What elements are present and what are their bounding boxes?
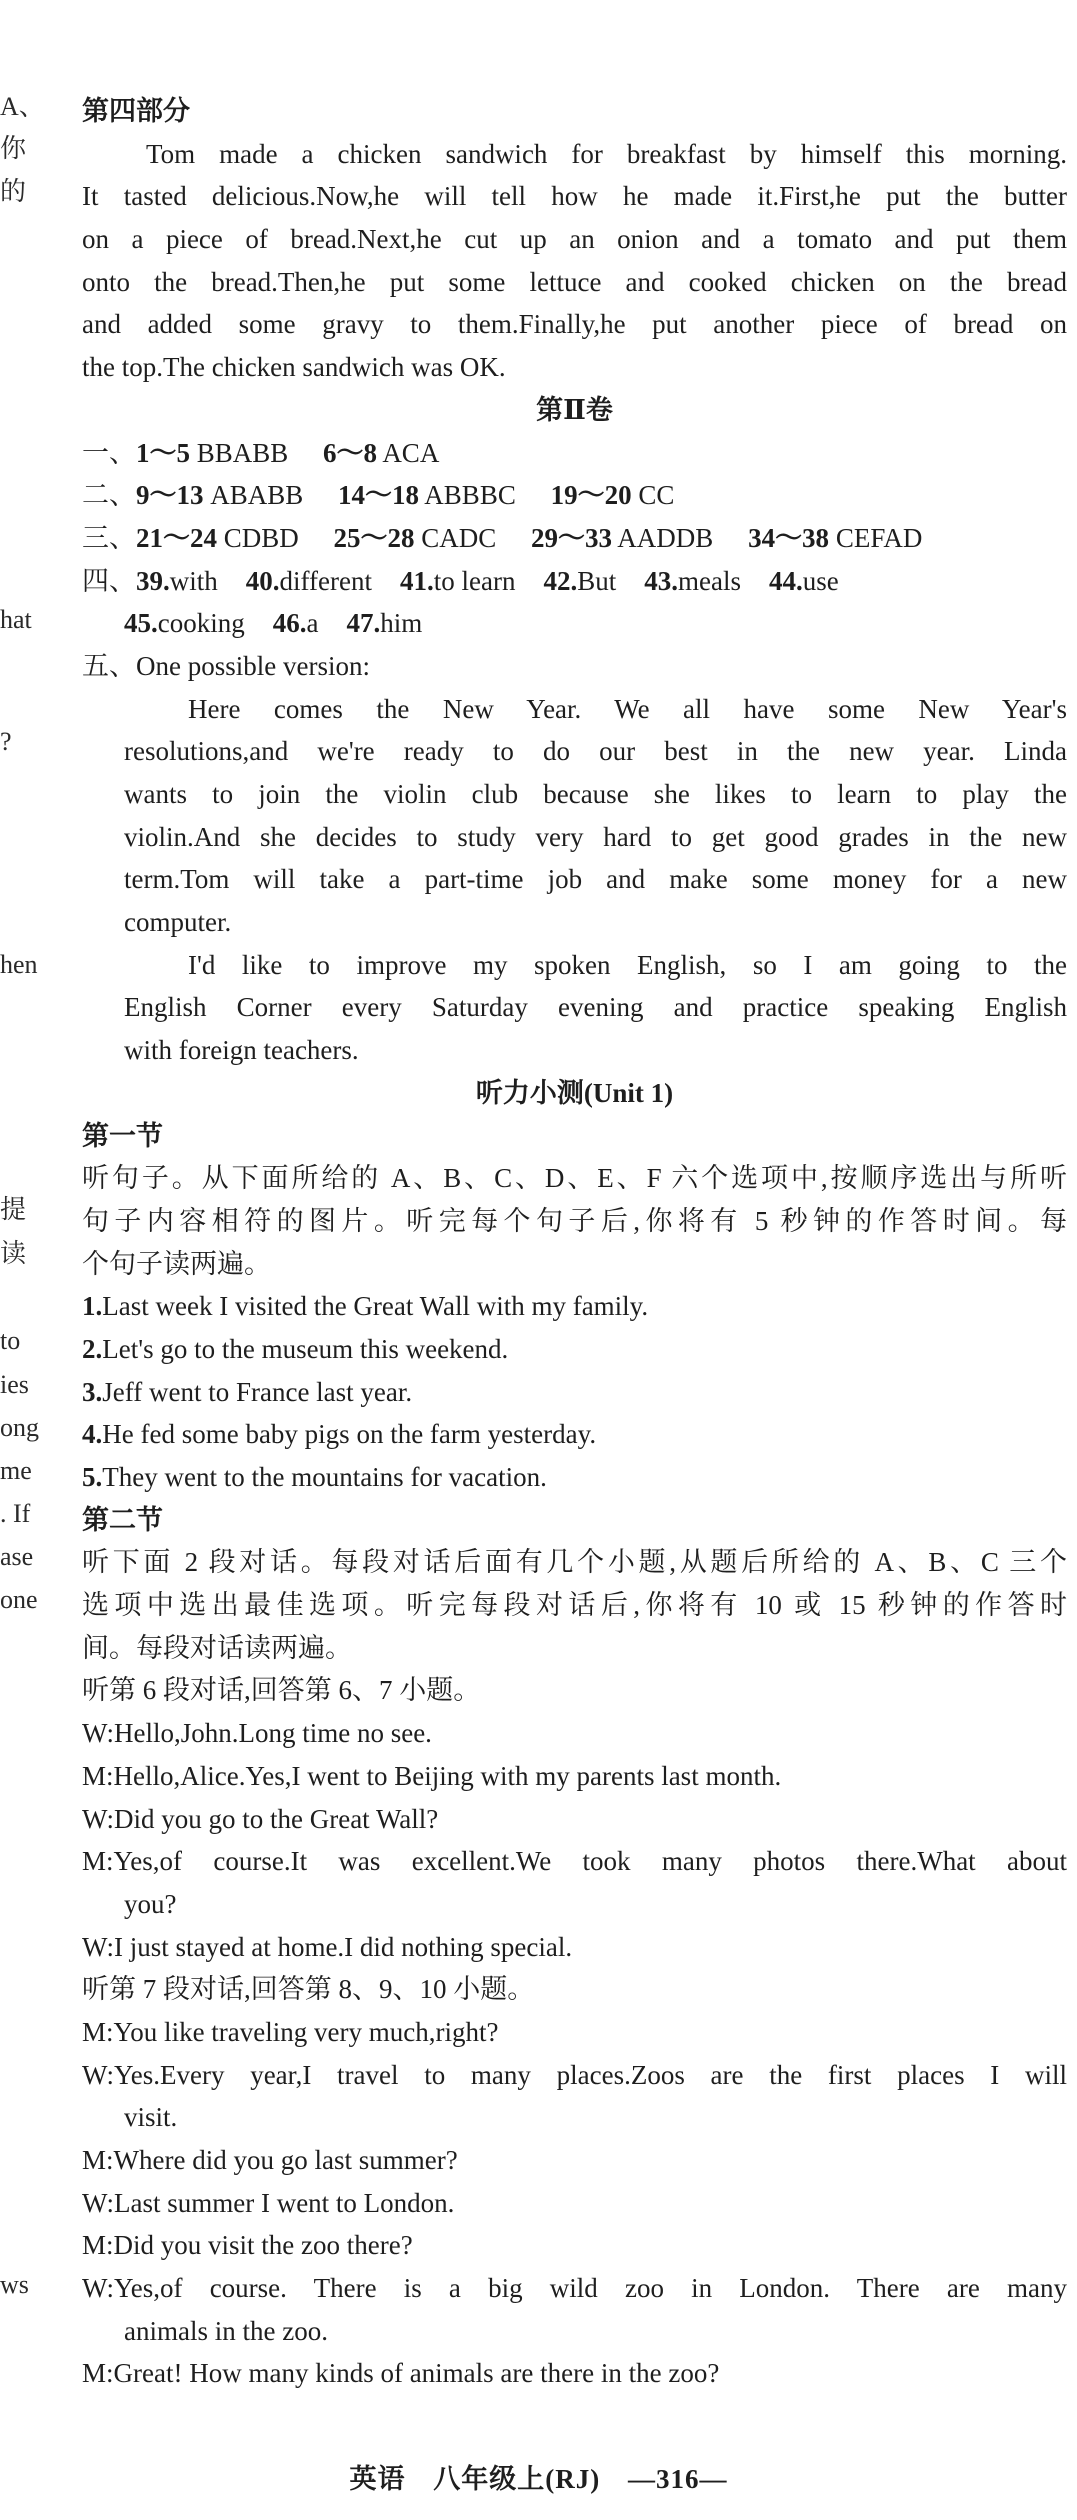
speaker-label: W:: [82, 2059, 114, 2090]
speaker-label: W:: [82, 2187, 114, 2218]
dialog-text: Great! How many kinds of animals are there in the zoo?: [113, 2358, 720, 2389]
dialog-line: [82, 1840, 1067, 1883]
dialog-line: [82, 2011, 1067, 2054]
volume2-heading: 第Ⅱ卷: [536, 394, 613, 425]
writing-body: [82, 688, 1067, 1072]
sentence-item: [82, 1285, 1067, 1328]
answer-range: 29～33: [531, 522, 613, 553]
margin-fragment: 的: [0, 177, 27, 206]
writing-line: Here comes the New Year. We all have some New Year's: [188, 693, 1067, 724]
dialog-text: visit.: [124, 2102, 178, 2133]
answer-num: 39.: [136, 565, 170, 596]
answer-value: CDBD: [223, 522, 299, 553]
margin-fragment: ase: [0, 1542, 34, 1571]
writing-line: wants to join the violin club because she likes to learn to play the: [124, 779, 1067, 809]
answer-row-4: [82, 560, 1067, 603]
dialog-text: animals in the zoo.: [124, 2315, 328, 2346]
instruction-line: 选项中选出最佳选项。听完每段对话后,你将有 10 或 15 秒钟的作答时: [82, 1590, 1067, 1621]
margin-fragment: A、: [0, 92, 45, 121]
answer-value: CADC: [421, 522, 497, 553]
sentence-item: [82, 1328, 1067, 1371]
speaker-label: W:: [82, 2273, 114, 2304]
section2-heading: 第二节: [82, 1504, 163, 1535]
answer-range: 1～5: [136, 437, 190, 468]
dialog-6: [82, 1712, 1067, 1968]
margin-fragment: . If: [0, 1499, 31, 1528]
speaker-label: W:: [82, 1931, 114, 1962]
margin-fragment: hen: [0, 950, 38, 979]
part4-line: and added some gravy to them.Finally,he put another piece of bread on: [82, 309, 1067, 340]
instruction-line: 个句子读两遍。: [82, 1248, 271, 1279]
answer-num: 47.: [346, 608, 381, 639]
part4-line: onto the bread.Then,he put some lettuce and cooked chicken on the bread: [82, 266, 1067, 297]
answer-num: 41.: [399, 565, 434, 596]
writing-line: I'd like to improve my spoken English, so I am going to the: [188, 949, 1067, 980]
sentence-num: 4.: [82, 1419, 103, 1450]
dialog-text: Where did you go last summer?: [113, 2145, 458, 2175]
part4-line: on a piece of bread.Next,he cut up an onion and a tomato and put them: [82, 224, 1067, 255]
margin-fragment: to: [0, 1326, 21, 1355]
writing-prefix: 五、One possible version:: [82, 650, 370, 681]
speaker-label: M:: [82, 1846, 114, 1877]
answer-row-2: [82, 474, 1067, 517]
page-number: —316—: [627, 2464, 728, 2494]
margin-fragment: 读: [0, 1239, 27, 1268]
dialog-intro: 听第 6 段对话,回答第 6、7 小题。: [82, 1675, 481, 1706]
answer-word: But: [577, 565, 617, 596]
speaker-label: W:: [82, 1803, 114, 1834]
answer-value: AADDB: [617, 522, 714, 553]
sentence-num: 1.: [82, 1291, 103, 1322]
sentence-num: 5.: [82, 1462, 103, 1492]
dialog-text: Yes.Every year,I travel to many places.Zoos are the first places I will: [113, 2059, 1067, 2090]
instruction-line: 句子内容相符的图片。听完每个句子后,你将有 5 秒钟的作答时间。每: [82, 1205, 1067, 1236]
answer-range: 21～24: [136, 522, 217, 553]
answer-row-5: [82, 602, 1067, 645]
dialog-text: Last summer I went to London.: [113, 2187, 455, 2218]
answer-value: ABBBC: [424, 480, 516, 511]
answer-word: with: [169, 565, 218, 596]
margin-fragment: hat: [0, 605, 32, 634]
answer-range: 34～38: [748, 522, 830, 553]
left-margin-fragments: [0, 0, 45, 2520]
footer-subject: 英语: [349, 2464, 406, 2494]
dialog-line: [82, 1755, 1067, 1798]
part4-heading: 第四部分: [82, 96, 190, 126]
answer-value: ACA: [382, 437, 440, 468]
sentence-text: He fed some baby pigs on the farm yesterday.: [102, 1419, 597, 1450]
margin-fragment: ong: [0, 1413, 39, 1442]
writing-line: violin.And she decides to study very hard to get good grades in the new: [124, 821, 1067, 852]
answer-word: a: [306, 608, 319, 639]
margin-fragment: 你: [0, 134, 27, 163]
dialog-text: you?: [124, 1888, 177, 1919]
sentence-text: They went to the mountains for vacation.: [102, 1462, 547, 1492]
dialog-line: [82, 2096, 1067, 2139]
dialog-text: Yes,of course.It was excellent.We took many photos there.What about: [113, 1846, 1067, 1877]
sentence-text: Let's go to the museum this weekend.: [102, 1333, 509, 1364]
answer-num: 45.: [124, 608, 158, 639]
dialog-line: [82, 2182, 1067, 2225]
writing-line: with foreign teachers.: [124, 1035, 359, 1066]
answer-range: 9～13: [136, 480, 204, 511]
dialog-line: [82, 1798, 1067, 1841]
page-footer: [0, 2457, 1077, 2496]
speaker-label: M:: [82, 2016, 114, 2047]
answer-word: meals: [677, 565, 741, 596]
section1-heading: 第一节: [82, 1120, 163, 1151]
answer-word: use: [802, 565, 839, 596]
answer-value: CC: [638, 480, 675, 511]
sentence-item: [82, 1413, 1067, 1456]
margin-fragment: me: [0, 1456, 32, 1485]
speaker-label: M:: [82, 2145, 114, 2175]
speaker-label: W:: [82, 1718, 114, 1749]
answer-range: 19～20: [550, 480, 632, 511]
answer-row-1: [82, 432, 1067, 475]
writing-line: computer.: [124, 907, 232, 938]
dialog-7: [82, 2011, 1067, 2395]
dialog-text: Hello,John.Long time no see.: [113, 1718, 432, 1749]
writing-line: resolutions,and we're ready to do our best in the new year. Linda: [124, 736, 1067, 767]
page-content: [82, 90, 1067, 2395]
instruction-line: 听句子。从下面所给的 A、B、C、D、E、F 六个选项中,按顺序选出与所听: [82, 1163, 1067, 1194]
margin-fragment: ?: [0, 727, 12, 756]
answer-value: BBABB: [196, 437, 289, 468]
margin-fragment: one: [0, 1585, 38, 1614]
answer-word: to learn: [433, 565, 516, 596]
part4-line: It tasted delicious.Now,he will tell how he made it.First,he put the butter: [82, 181, 1067, 212]
speaker-label: M:: [82, 2230, 114, 2261]
part4-line: Tom made a chicken sandwich for breakfast by himself this morning.: [146, 138, 1067, 169]
speaker-label: M:: [82, 1760, 114, 1791]
answer-word: different: [279, 565, 372, 596]
dialog-line: [82, 2310, 1067, 2353]
margin-fragment: ws: [0, 2270, 29, 2299]
answer-value: ABABB: [210, 480, 304, 511]
dialog-text: Did you visit the zoo there?: [113, 2230, 413, 2261]
dialog-intro: 听第 7 段对话,回答第 8、9、10 小题。: [82, 1974, 535, 2005]
sentence-item: [82, 1456, 1067, 1499]
margin-fragment: ies: [0, 1370, 29, 1399]
sentence-text: Last week I visited the Great Wall with my family.: [102, 1291, 649, 1322]
dialog-line: [82, 1883, 1067, 1926]
dialog-line: [82, 1926, 1067, 1969]
answer-num: 46.: [272, 608, 307, 639]
instruction-line: 听下面 2 段对话。每段对话后面有几个小题,从题后所给的 A、B、C 三个: [82, 1547, 1067, 1578]
dialog-line: [82, 2139, 1067, 2182]
dialog-line: [82, 2267, 1067, 2310]
answer-prefix: 一、: [82, 437, 136, 468]
instruction-line: 间。每段对话读两遍。: [82, 1632, 352, 1663]
dialog-line: [82, 2352, 1067, 2395]
answer-num: 40.: [245, 565, 280, 596]
answer-range: 25～28: [333, 522, 415, 553]
answer-num: 44.: [768, 565, 803, 596]
listening-title: 听力小测(Unit 1): [475, 1077, 674, 1108]
answer-prefix: 四、: [82, 565, 136, 596]
answer-num: 42.: [543, 565, 578, 596]
answer-prefix: 三、: [82, 522, 136, 553]
margin-fragment: 提: [0, 1195, 27, 1224]
dialog-line: [82, 2054, 1067, 2097]
dialog-text: Did you go to the Great Wall?: [113, 1803, 439, 1834]
dialog-line: [82, 1712, 1067, 1755]
writing-line: term.Tom will take a part-time job and make some money for a new: [124, 864, 1067, 895]
dialog-text: Hello,Alice.Yes,I went to Beijing with my parents last month.: [113, 1760, 782, 1791]
sentence-item: [82, 1371, 1067, 1414]
answer-row-3: [82, 517, 1067, 560]
answer-value: CEFAD: [835, 522, 923, 553]
answer-prefix: 二、: [82, 480, 136, 511]
speaker-label: M:: [82, 2358, 114, 2389]
dialog-text: Yes,of course. There is a big wild zoo in London. There are many: [113, 2273, 1067, 2304]
sentence-text: Jeff went to France last year.: [102, 1376, 413, 1407]
sentence-num: 2.: [82, 1333, 103, 1364]
part4-line: the top.The chicken sandwich was OK.: [82, 352, 506, 383]
answer-num: 43.: [644, 565, 678, 596]
sentence-num: 3.: [82, 1376, 103, 1407]
answer-word: him: [380, 608, 423, 639]
footer-grade: 八年级上(RJ): [433, 2464, 601, 2494]
answer-word: cooking: [157, 608, 245, 639]
answer-range: 6～8: [323, 437, 378, 468]
writing-line: English Corner every Saturday evening and practice speaking English: [124, 992, 1067, 1023]
dialog-line: [82, 2224, 1067, 2267]
dialog-text: You like traveling very much,right?: [113, 2016, 499, 2047]
dialog-text: I just stayed at home.I did nothing special.: [113, 1931, 573, 1962]
answer-range: 14～18: [338, 480, 420, 511]
